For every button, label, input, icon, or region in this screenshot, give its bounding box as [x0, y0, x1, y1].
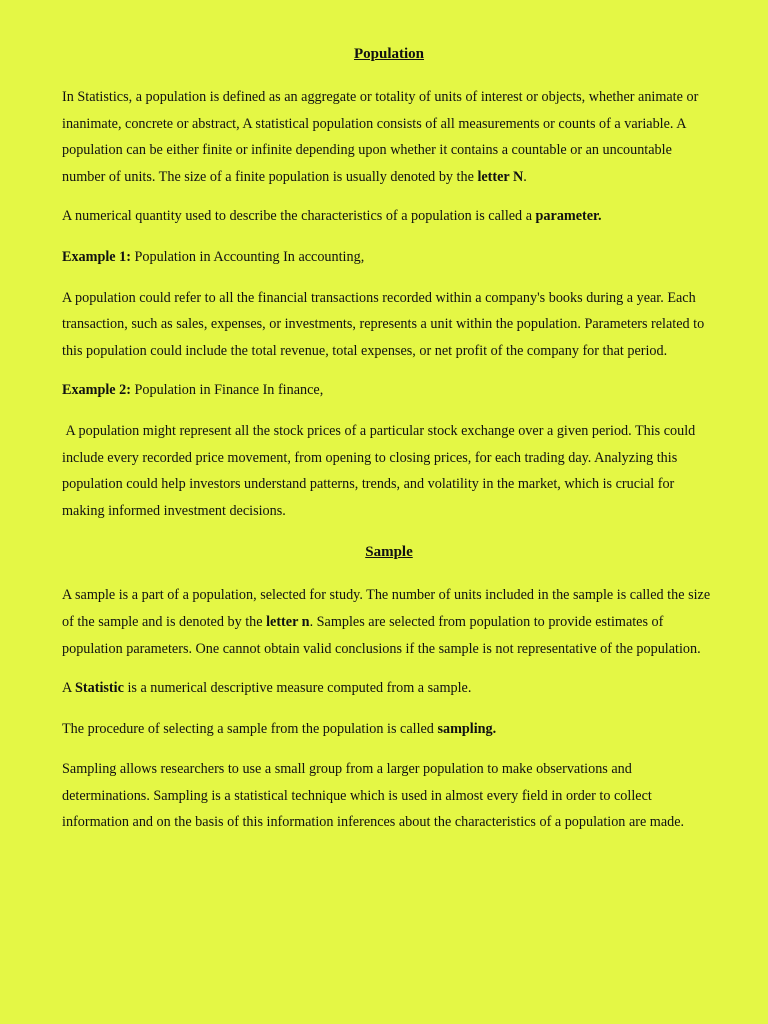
letter-n-capital: letter N — [477, 168, 524, 185]
sample-definition-end: . Samples are selected from population to provide estimates of population parameters. One cannot obtain valid conclusions if the sample is not representative of the population. — [62, 613, 701, 657]
letter-n-small: letter n — [266, 613, 310, 630]
example-1-body: A population could refer to all the financial transactions recorded within a company's books during a year. Each transaction, such as sales, expenses, or investments, represents a unit within the population. Parameters related to this population could include the total revenue, total expenses, or net profit of the company for that period. — [62, 289, 705, 359]
parameter-term: parameter. — [535, 208, 602, 225]
sample-heading: Sample — [365, 544, 413, 561]
example-1-title: Population in Accounting In accounting, — [130, 248, 365, 265]
statistic-definition-start: A — [62, 680, 76, 697]
example-2-label: Example 2: — [62, 382, 131, 399]
population-definition-text: In Statistics, a population is defined as an aggregate or totality of units of interest or objects, whether animate or inanimate, concrete or abstract, A statistical population consists of all measurements or counts of a variable. A population can be either finite or infinite depending upon whether it contains a countable or an uncountable number of units. The size of a finite population is usually denoted by the — [62, 89, 699, 185]
statistic-definition-end: is a numerical descriptive measure computed from a sample. — [123, 680, 472, 697]
example-2-title: Population in Finance In finance, — [130, 382, 324, 399]
sample-definition — [62, 582, 716, 662]
statistic-term: Statistic — [75, 680, 124, 697]
parameter-definition-text: A numerical quantity used to describe the characteristics of a population is called a — [62, 208, 536, 225]
example-2-body: A population might represent all the stock prices of a particular stock exchange over a given period. This could include every recorded price movement, from opening to closing prices, for each trading day. Analyzing this population could help investors understand patterns, trends, and volatility in the market, which is crucial for making informed investment decisions. — [62, 422, 699, 519]
sampling-term: sampling. — [437, 720, 497, 737]
population-definition — [62, 84, 716, 190]
sampling-definition-text: The procedure of selecting a sample from the population is called — [62, 720, 438, 737]
sampling-definition — [62, 716, 716, 743]
population-definition-end: . — [523, 168, 527, 185]
statistic-definition — [62, 675, 716, 702]
population-heading: Population — [353, 46, 425, 62]
example-1-label: Example 1: — [62, 248, 131, 265]
example-2-heading — [62, 377, 716, 404]
sampling-explanation: Sampling allows researchers to use a small group from a larger population to make observations and determinations. Sampling is a statistical technique which is used in almost every field in order to collect information and on the basis of this information inferences about the characteristics of a population are made. — [62, 761, 685, 831]
example-1-heading — [62, 244, 716, 271]
sample-definition-text: A sample is a part of a population, selected for study. The number of units included in the sample is called the size of the sample and is denoted by the — [62, 587, 711, 630]
parameter-definition — [62, 203, 716, 230]
